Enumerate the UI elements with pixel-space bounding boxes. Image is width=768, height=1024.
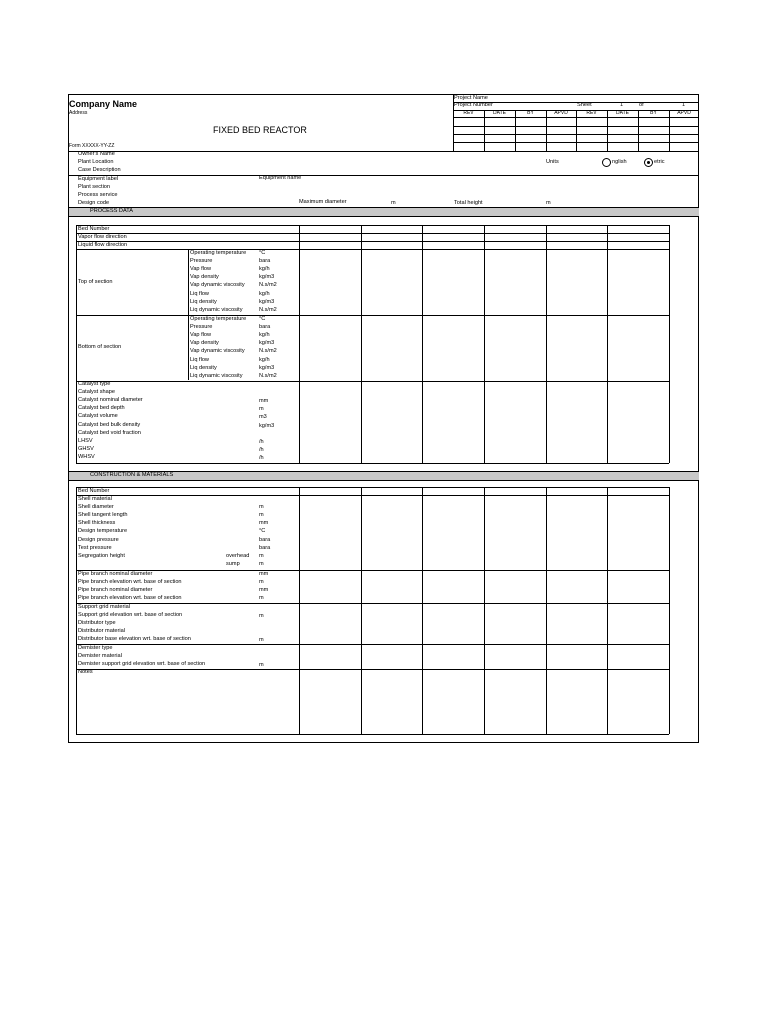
pipe-label: Pipe branch nominal diameter — [78, 571, 153, 577]
catalyst-label: Catalyst type — [78, 381, 111, 387]
form-number: Form XXXXX-YY-ZZ — [69, 143, 115, 149]
bottom-param-label: Vap density — [190, 340, 219, 347]
construction-title: CONSTRUCTION & MATERIALS — [90, 472, 174, 478]
support-label: Support grid elevation wrt. base of section — [78, 612, 183, 619]
bottom-param-unit: bara — [259, 324, 271, 331]
design-code: Design code — [78, 200, 110, 206]
bottom-param-unit: °C — [259, 316, 266, 322]
data-column-line — [546, 487, 547, 734]
construction-bed-number: Bed Number — [78, 488, 110, 494]
top-param-unit: kg/m3 — [259, 298, 275, 305]
catalyst-label: Catalyst bed bulk density — [78, 421, 141, 428]
construction-label: Segregation height — [78, 552, 125, 559]
revision-header-cell: APVD — [677, 110, 691, 116]
construction-unit: m — [259, 504, 264, 511]
bottom-param-unit: kg/h — [259, 356, 270, 363]
pipe-label: Pipe branch elevation wrt. base of section — [78, 595, 182, 602]
bottom-param-unit: N.s/m2 — [259, 372, 277, 379]
construction-unit: mm — [259, 520, 269, 527]
bottom-param-label: Vap flow — [190, 332, 212, 339]
catalyst-unit: /h — [259, 438, 264, 445]
catalyst-unit: /h — [259, 446, 264, 453]
pipe-label: Pipe branch nominal diameter — [78, 587, 153, 594]
sheet-label: Sheet — [577, 102, 592, 108]
revision-header-cell: DATE — [493, 110, 506, 116]
construction-label: Design pressure — [78, 536, 119, 543]
revision-column-line — [546, 110, 547, 151]
top-param-label: Vap density — [190, 274, 219, 281]
construction-unit: m — [259, 512, 264, 519]
data-column-line — [299, 225, 300, 463]
header-bottom — [69, 151, 699, 152]
top-param-label: Vap dynamic viscosity — [190, 282, 245, 289]
data-column-line — [422, 225, 423, 463]
catalyst-label: WHSV — [78, 453, 95, 460]
revision-column-line — [638, 110, 639, 151]
catalyst-unit: mm — [259, 398, 269, 405]
process-data-band — [69, 207, 699, 217]
revision-header-cell: BY — [650, 110, 657, 116]
datasheet-frame — [68, 94, 699, 743]
total-height: Total height — [454, 200, 483, 206]
grid-line — [76, 487, 669, 488]
units-label: Units — [546, 159, 559, 165]
catalyst-label: GHSV — [78, 445, 94, 452]
revision-header-cell: APVD — [554, 110, 568, 116]
top-param-unit: kg/h — [259, 266, 270, 273]
demister-label: Demister support grid elevation wrt. base of section — [78, 661, 206, 668]
catalyst-unit: kg/m3 — [259, 422, 275, 429]
top-param-label: Operating temperature — [190, 250, 247, 256]
owners-name: Owner's Name — [78, 151, 115, 157]
grid-line — [76, 603, 669, 604]
plant-location: Plant Location — [78, 159, 114, 165]
plant-section: Plant section — [78, 184, 111, 190]
equipment-name: Equipment name — [259, 175, 302, 181]
bottom-param-unit: kg/m3 — [259, 364, 275, 371]
construction-unit: °C — [259, 528, 266, 535]
max-diameter: Maximum diameter — [299, 199, 347, 205]
revision-header-cell: REV — [463, 110, 474, 116]
revision-header-cell: REV — [586, 110, 597, 116]
process-service: Process service — [78, 192, 118, 198]
data-column-line — [484, 225, 485, 463]
pipe-label: Pipe branch elevation wrt. base of section — [78, 579, 182, 586]
grid-line — [76, 570, 669, 571]
catalyst-label: LHSV — [78, 437, 93, 444]
address: Address — [69, 110, 88, 116]
revision-column-line — [484, 110, 485, 151]
units-english-label: nglish — [612, 159, 627, 165]
data-column-line — [607, 225, 608, 463]
support-label: Distributor material — [78, 628, 125, 635]
construction-label: Shell tangent length — [78, 512, 128, 519]
of-label: of — [639, 102, 644, 108]
support-unit: m — [259, 637, 264, 644]
units-english-radio[interactable] — [602, 158, 611, 167]
construction-unit: m — [259, 552, 264, 559]
bottom-param-label: Operating temperature — [190, 316, 247, 322]
grid-line — [76, 463, 669, 464]
units-metric-label: etric — [654, 159, 665, 165]
bottom-param-unit: N.s/m2 — [259, 348, 277, 355]
bottom-param-label: Liq flow — [190, 356, 209, 363]
top-of-section: Top of section — [78, 279, 113, 285]
company-name: Company Name — [69, 99, 138, 109]
liquid-flow-direction: Liquid flow direction — [78, 242, 128, 248]
pipe-unit: m — [259, 579, 264, 586]
construction-label: Shell diameter — [78, 504, 114, 511]
data-column-line — [484, 487, 485, 734]
construction-label: Shell thickness — [78, 520, 116, 527]
top-param-label: Liq flow — [190, 290, 209, 297]
grid-line — [76, 225, 669, 226]
grid-line — [76, 644, 669, 645]
grid-line — [69, 175, 699, 176]
bottom-param-unit: kg/h — [259, 332, 270, 339]
data-column-line — [607, 487, 608, 734]
grid-line — [76, 381, 669, 382]
revision-column-line — [576, 110, 577, 151]
data-column-line — [546, 225, 547, 463]
bottom-param-label: Liq dynamic viscosity — [190, 372, 243, 379]
catalyst-unit: m3 — [259, 414, 267, 421]
data-column-line — [361, 225, 362, 463]
sheet-number: 1 — [620, 102, 624, 108]
data-column-line — [669, 487, 670, 734]
bottom-param-label: Pressure — [190, 324, 213, 331]
process-data-title: PROCESS DATA — [90, 208, 133, 214]
top-param-unit: kg/m3 — [259, 274, 275, 281]
top-param-unit: N.s/m2 — [259, 282, 277, 289]
grid-line — [76, 734, 669, 735]
construction-sublabel: overhead — [226, 552, 250, 559]
top-param-unit: °C — [259, 250, 266, 256]
form-title: FIXED BED REACTOR — [213, 125, 307, 135]
case-description: Case Description — [78, 167, 121, 173]
pipe-unit: m — [259, 595, 264, 602]
revision-column-line — [669, 110, 670, 151]
revision-header-cell: BY — [527, 110, 534, 116]
sheet-total: 1 — [682, 102, 686, 108]
top-param-unit: N.s/m2 — [259, 306, 277, 313]
catalyst-label: Catalyst shape — [78, 389, 116, 396]
demister-label: Demister type — [78, 645, 113, 651]
catalyst-label: Catalyst bed depth — [78, 405, 125, 412]
construction-unit: bara — [259, 536, 271, 543]
grid-line — [76, 315, 669, 316]
data-column-line — [669, 225, 670, 463]
grid-line — [76, 241, 669, 242]
revision-column-line — [607, 110, 608, 151]
top-param-unit: kg/h — [259, 290, 270, 297]
support-label: Distributor type — [78, 620, 116, 627]
catalyst-label: Catalyst bed void fraction — [78, 429, 141, 436]
construction-label: Shell material — [78, 496, 112, 502]
project-name: Project Name — [454, 95, 488, 101]
total-height-unit: m — [546, 200, 551, 206]
data-column-line — [422, 487, 423, 734]
units-metric-radio[interactable] — [644, 158, 653, 167]
construction-unit: m — [259, 560, 264, 567]
grid-line — [76, 669, 669, 670]
revision-column-line — [515, 110, 516, 151]
grid-line — [76, 495, 669, 496]
bottom-param-label: Vap dynamic viscosity — [190, 348, 245, 355]
construction-sublabel: sump — [226, 560, 240, 567]
construction-label: Design temperature — [78, 528, 128, 535]
notes-label: Notes — [78, 669, 93, 675]
data-column-line — [361, 487, 362, 734]
catalyst-unit: /h — [259, 454, 264, 461]
support-label: Distributor base elevation wrt. base of section — [78, 636, 191, 643]
pipe-unit: mm — [259, 587, 269, 594]
top-param-label: Liq density — [190, 298, 217, 305]
table-left-line — [76, 487, 77, 734]
support-label: Support grid material — [78, 604, 130, 610]
max-diameter-unit: m — [391, 200, 396, 206]
bottom-param-unit: kg/m3 — [259, 340, 275, 347]
top-param-label: Liq dynamic viscosity — [190, 306, 243, 313]
catalyst-label: Catalyst volume — [78, 413, 118, 420]
table-left-line — [76, 225, 77, 463]
bottom-param-label: Liq density — [190, 364, 217, 371]
revision-header-cell: DATE — [616, 110, 629, 116]
construction-unit: bara — [259, 544, 271, 551]
data-column-line — [299, 487, 300, 734]
support-unit: m — [259, 613, 264, 620]
vapor-flow-direction: Vapor flow direction — [78, 234, 127, 240]
catalyst-label: Catalyst nominal diameter — [78, 397, 143, 404]
project-number: Project Number — [454, 102, 493, 108]
equipment-label: Equipment label — [78, 176, 119, 182]
pipe-unit: mm — [259, 571, 269, 577]
demister-label: Demister material — [78, 653, 122, 660]
process-bed-number: Bed Number — [78, 226, 110, 232]
catalyst-unit: m — [259, 406, 264, 413]
top-param-unit: bara — [259, 258, 271, 265]
construction-label: Test pressure — [78, 544, 112, 551]
demister-unit: m — [259, 662, 264, 669]
grid-line — [76, 233, 669, 234]
top-param-label: Vap flow — [190, 266, 212, 273]
top-param-label: Pressure — [190, 258, 213, 265]
bottom-of-section: Bottom of section — [78, 344, 122, 350]
grid-line — [76, 249, 669, 250]
